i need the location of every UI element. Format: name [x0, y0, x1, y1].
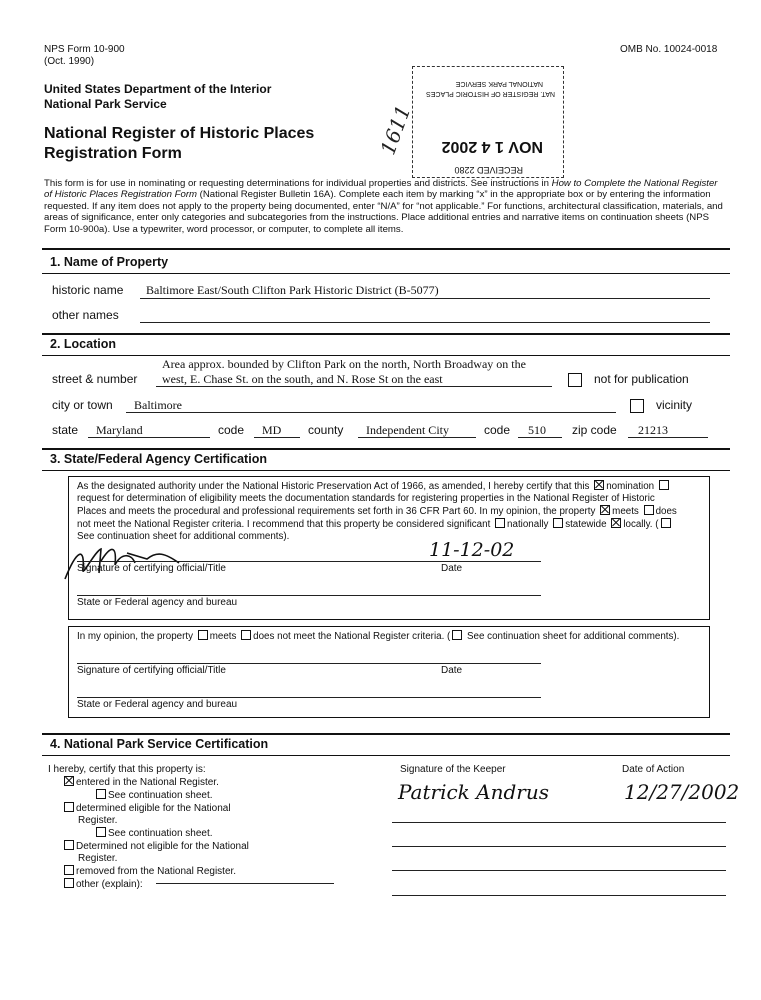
certifying-date-value: 11-12-02 [429, 539, 515, 561]
section-divider [42, 333, 730, 335]
instructions-text-2: (National Register Bulletin 16A). Complete each item by marking “x” in the appropriate box or by entering the information requested. If any item does not apply to the property being documented, enter “N/A” for “not applicable.” For functions, architectural classification, materials, and areas of significance, enter only categories and subcategories from the instructions. Place additional entries and narrative items on continuation sheets (NPS Form 10-900a). Use a typewriter, word processor, or computer, to complete all items. [44, 189, 723, 235]
statewide-checkbox[interactable] [553, 518, 563, 528]
locally-label: locally. ( [623, 519, 659, 530]
zip-label: zip code [572, 423, 617, 437]
keeper-line-2 [392, 846, 726, 847]
date-label-2: Date [441, 665, 463, 676]
does-label: does [655, 506, 677, 517]
state-certification-box [68, 476, 710, 620]
vicinity-label: vicinity [656, 398, 693, 412]
opinion-post: See continuation sheet for additional comments). [467, 631, 680, 642]
does-not-meet-checkbox[interactable] [644, 505, 654, 515]
option-see-continuation-1[interactable] [94, 789, 249, 802]
bureau-line [77, 595, 541, 596]
nomination-label: nomination [606, 481, 655, 492]
state-value[interactable]: Maryland [96, 423, 143, 437]
title-line-2: Registration Form [44, 145, 182, 162]
statewide-label: statewide [565, 519, 607, 530]
form-date: (Oct. 1990) [44, 56, 95, 67]
omb-number: OMB No. 10024-0018 [620, 44, 718, 55]
city-label: city or town [52, 398, 113, 412]
nationally-label: nationally [507, 519, 549, 530]
other-explain-line [156, 883, 334, 884]
opinion-continuation-checkbox[interactable] [452, 630, 462, 640]
not-for-publication-label: not for publication [594, 372, 689, 386]
city-line [126, 412, 616, 413]
city-value[interactable]: Baltimore [134, 398, 182, 412]
section-divider [42, 248, 730, 250]
meets-label: meets [612, 506, 639, 517]
opinion-does-not-meet-checkbox[interactable] [241, 630, 251, 640]
section-4-heading: 4. National Park Service Certification [50, 737, 269, 751]
entered-label: entered in the National Register. [76, 777, 219, 788]
instructions-text-1: This form is for use in nominating or requesting determinations for individual properties and districts. See instructions in [44, 178, 552, 189]
state-line [88, 437, 210, 438]
zip-value[interactable]: 21213 [638, 423, 668, 437]
bureau-label-2: State or Federal agency and bureau [77, 699, 238, 710]
section-divider [42, 755, 730, 756]
eligible-label-2: Register. [78, 815, 118, 826]
title-line-1: National Register of Historic Places [44, 125, 315, 142]
cert-line-2: request for determination of eligibility meets the documentation standards for registering properties in the National Register of Historic [77, 493, 655, 504]
keeper-label: Signature of the Keeper [400, 764, 506, 775]
keeper-line-3 [392, 870, 726, 871]
state-code-label: code [218, 423, 245, 437]
county-label: county [308, 423, 344, 437]
other-names-label: other names [52, 308, 119, 322]
other-names-line [140, 322, 710, 323]
certifying-signature [55, 539, 195, 585]
instructions [44, 178, 728, 235]
option-removed[interactable] [62, 865, 249, 878]
action-date-value: 12/27/2002 [624, 780, 740, 804]
option-entered[interactable] [62, 776, 249, 789]
keeper-line-1 [392, 822, 726, 823]
other-checkbox[interactable] [64, 878, 74, 888]
section-divider [42, 470, 730, 471]
not-eligible-label: Determined not eligible for the National [76, 841, 249, 852]
stamp-date: NOV 1 4 2002 [441, 138, 543, 155]
stamp-line-2: NATIONAL PARK SERVICE [455, 80, 543, 87]
cert-line-4 [77, 518, 705, 531]
historic-name-line [140, 298, 710, 299]
street-value-line-2[interactable]: west, E. Chase St. on the south, and N. Rose St on the east [162, 372, 443, 386]
continuation-checkbox[interactable] [661, 518, 671, 528]
service: National Park Service [44, 97, 167, 111]
section-divider [42, 273, 730, 274]
opinion-meets-checkbox[interactable] [198, 630, 208, 640]
stamp-received: RECEIVED 2280 [454, 165, 523, 175]
certification-text [77, 480, 705, 543]
cert-text-4: not meet the National Register criteria. I recommend that this property be considered significant [77, 519, 491, 530]
action-date-label: Date of Action [622, 764, 685, 775]
see-continuation-2-label: See continuation sheet. [108, 828, 213, 839]
county-value[interactable]: Independent City [366, 423, 449, 437]
department: United States Department of the Interior [44, 82, 272, 96]
state-code-value[interactable]: MD [262, 423, 282, 437]
option-other[interactable] [62, 878, 249, 891]
cert-line-3 [77, 505, 705, 518]
nomination-checkbox[interactable] [594, 480, 604, 490]
historic-name-label: historic name [52, 283, 124, 297]
vicinity-checkbox[interactable] [630, 399, 644, 413]
county-code-line [518, 437, 562, 438]
other-label: other (explain): [76, 879, 143, 890]
stamp-content [413, 67, 563, 177]
option-see-continuation-2[interactable] [94, 827, 249, 840]
section-1-heading: 1. Name of Property [50, 255, 169, 269]
street-value-line-1[interactable]: Area approx. bounded by Clifton Park on the north, North Broadway on the [162, 357, 526, 371]
not-eligible-label-2: Register. [78, 853, 118, 864]
opinion-text [77, 630, 679, 642]
agency-block [44, 82, 271, 112]
cert-line-1 [77, 480, 705, 493]
signature-label: Signature of certifying official/Title [77, 563, 226, 574]
removed-label: removed from the National Register. [76, 866, 237, 877]
section-divider [42, 733, 730, 735]
see-continuation-1-label: See continuation sheet. [108, 790, 213, 801]
section-3-heading: 3. State/Federal Agency Certification [50, 452, 267, 466]
instructions-guide-title: How to Complete the National Register of Historic Places Registration Form [44, 178, 718, 201]
keeper-line-4 [392, 895, 726, 896]
meets-checkbox[interactable] [600, 505, 610, 515]
date-label: Date [441, 563, 463, 574]
section-divider [42, 448, 730, 450]
state-label: state [52, 423, 79, 437]
historic-name-value[interactable]: Baltimore East/South Clifton Park Historic District (B-5077) [146, 283, 439, 297]
signature-line [77, 561, 541, 562]
nps-certification-options [48, 764, 249, 891]
eligible-label: determined eligible for the National [76, 803, 231, 814]
nps-intro: I hereby, certify that this property is: [48, 764, 206, 775]
form-number-block [44, 44, 125, 68]
bureau-label: State or Federal agency and bureau [77, 597, 238, 608]
cert-line-5: See continuation sheet for additional comments). [77, 531, 290, 542]
not-for-publication-checkbox[interactable] [568, 373, 582, 387]
request-checkbox[interactable] [659, 480, 669, 490]
not-eligible-checkbox[interactable] [64, 840, 74, 850]
signature-label-2: Signature of certifying official/Title [77, 665, 226, 676]
handwritten-number: 1611 [375, 101, 416, 159]
county-line [358, 437, 476, 438]
street-label: street & number [52, 372, 138, 386]
see-continuation-1-checkbox[interactable] [96, 789, 106, 799]
option-eligible[interactable] [62, 802, 249, 815]
opinion-pre: In my opinion, the property [77, 631, 193, 642]
opinion-box [68, 626, 710, 718]
nationally-checkbox[interactable] [495, 518, 505, 528]
stamp-line-1: NAT. REGISTER OF HISTORIC PLACES [426, 90, 555, 97]
state-code-line [254, 437, 300, 438]
option-not-eligible[interactable] [62, 840, 249, 853]
see-continuation-2-checkbox[interactable] [96, 827, 106, 837]
keeper-signature: Patrick Andrus [398, 780, 549, 804]
page-title [44, 124, 314, 164]
county-code-label: code [484, 423, 511, 437]
entered-checkbox[interactable] [64, 776, 74, 786]
cert-text-3: Places and meets the procedural and professional requirements set forth in 36 CFR Part 60. In my opinion, the property [77, 506, 596, 517]
cert-text-1: As the designated authority under the National Historic Preservation Act of 1966, as amended, I hereby certify that this [77, 481, 590, 492]
section-2-heading: 2. Location [50, 337, 116, 351]
signature-line-2 [77, 663, 541, 664]
locally-checkbox[interactable] [611, 518, 621, 528]
received-stamp [412, 66, 564, 178]
bureau-line-2 [77, 697, 541, 698]
form-number: NPS Form 10-900 [44, 44, 125, 55]
section-divider [42, 355, 730, 356]
zip-line [628, 437, 708, 438]
opinion-mid: does not meet the National Register criteria. ( [253, 631, 451, 642]
county-code-value[interactable]: 510 [528, 423, 546, 437]
street-line [156, 386, 552, 387]
removed-checkbox[interactable] [64, 865, 74, 875]
opinion-meets-label: meets [209, 631, 237, 642]
eligible-checkbox[interactable] [64, 802, 74, 812]
